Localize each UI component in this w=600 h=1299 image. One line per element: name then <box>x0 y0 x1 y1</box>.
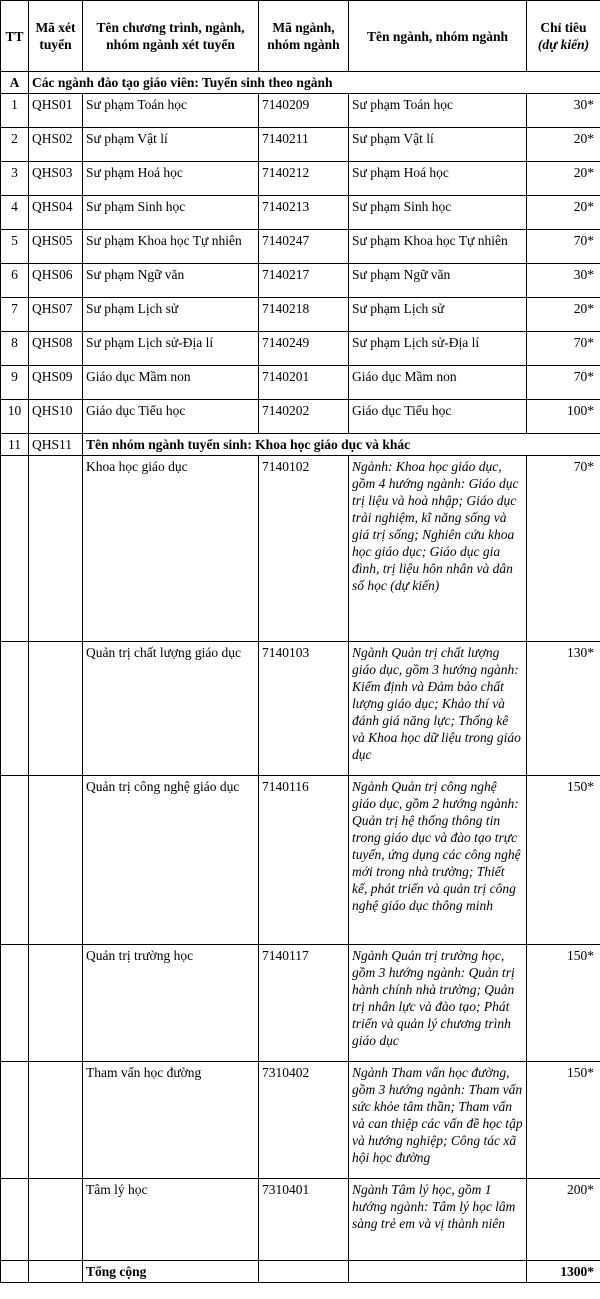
row-admission-code: QHS10 <box>29 400 83 434</box>
row-quota: 20* <box>527 298 600 332</box>
row-major-code: 7140212 <box>259 162 349 196</box>
group-item-row <box>1 1062 600 1179</box>
table-row <box>1 94 600 128</box>
group-item-major-code: 7310402 <box>259 1062 349 1179</box>
row-major-code: 7140247 <box>259 230 349 264</box>
row-major-name: Giáo dục Tiểu học <box>349 400 527 434</box>
row-program-name: Sư phạm Toán học <box>83 94 259 128</box>
group-item-quota: 70* <box>527 456 600 642</box>
total-empty-cell <box>1 1261 29 1283</box>
group-item-row <box>1 776 600 945</box>
header-tt: TT <box>1 1 29 72</box>
table-row <box>1 162 600 196</box>
row-tt: 4 <box>1 196 29 230</box>
header-quota <box>527 1 600 72</box>
row-program-name: Giáo dục Tiểu học <box>83 400 259 434</box>
row-program-name: Sư phạm Lịch sử-Địa lí <box>83 332 259 366</box>
group-item-quota: 150* <box>527 945 600 1062</box>
row-quota: 100* <box>527 400 600 434</box>
total-label: Tổng cộng <box>83 1261 259 1283</box>
row-major-code: 7140218 <box>259 298 349 332</box>
row-major-name: Sư phạm Vật lí <box>349 128 527 162</box>
group-item-major-code: 7140102 <box>259 456 349 642</box>
row-admission-code: QHS04 <box>29 196 83 230</box>
group-item-empty-cell <box>1 945 29 1062</box>
table-row <box>1 230 600 264</box>
group-11-title: Tên nhóm ngành tuyển sinh: Khoa học giáo dục và khác <box>83 434 600 456</box>
row-tt: 10 <box>1 400 29 434</box>
group-item-major-description: Ngành Quản trị chất lượng giáo dục, gồm 3 hướng ngành: Kiểm định và Đảm bảo chất lượng giáo dục; Khảo thí và đánh giá năng lực; Thống kê và Khoa học dữ liệu trong giáo dục <box>349 642 527 776</box>
group-item-program-name: Quản trị công nghệ giáo dục <box>83 776 259 945</box>
row-major-code: 7140249 <box>259 332 349 366</box>
row-major-name: Sư phạm Lịch sử-Địa lí <box>349 332 527 366</box>
group-item-program-name: Quản trị chất lượng giáo dục <box>83 642 259 776</box>
group-item-row <box>1 642 600 776</box>
table-row <box>1 264 600 298</box>
table-row <box>1 196 600 230</box>
table-header-row <box>1 1 600 72</box>
row-admission-code: QHS06 <box>29 264 83 298</box>
row-program-name: Giáo dục Mầm non <box>83 366 259 400</box>
row-major-name: Sư phạm Hoá học <box>349 162 527 196</box>
section-a-title: Các ngành đào tạo giáo viên: Tuyển sinh theo ngành <box>29 72 600 94</box>
group-item-major-description: Ngành Quản trị công nghệ giáo dục, gồm 2 hướng ngành: Quản trị hệ thống thông tin trong giáo dục và đào tạo trực tuyến, ứng dụng các công nghệ mới trong nhà trường; Thiết kế, phát triển và quản trị công nghệ giáo dục thông minh <box>349 776 527 945</box>
group-item-empty-cell <box>29 1179 83 1261</box>
row-major-code: 7140217 <box>259 264 349 298</box>
table-row <box>1 366 600 400</box>
row-program-name: Sư phạm Hoá học <box>83 162 259 196</box>
group-item-major-description: Ngành Tham vấn học đường, gồm 3 hướng ngành: Tham vấn sức khỏe tâm thần; Tham vấn và can thiệp các vấn đề học tập và hướng nghiệp; Công tác xã hội học đường <box>349 1062 527 1179</box>
group-item-empty-cell <box>1 776 29 945</box>
section-a-row <box>1 72 600 94</box>
row-major-name: Sư phạm Lịch sử <box>349 298 527 332</box>
group-item-empty-cell <box>1 456 29 642</box>
total-empty-cell <box>29 1261 83 1283</box>
row-tt: 2 <box>1 128 29 162</box>
row-admission-code: QHS05 <box>29 230 83 264</box>
row-quota: 20* <box>527 128 600 162</box>
group-item-empty-cell <box>29 642 83 776</box>
group-item-major-description: Ngành: Khoa học giáo dục, gồm 4 hướng ngành: Giáo dục trị liệu và hoà nhập; Giáo dục trải nghiệm, kĩ năng sống và giá trị sống; Nghiên cứu khoa học giáo dục; Giáo dục gia đình, trị liệu hôn nhân và dân số học (dự kiến) <box>349 456 527 642</box>
row-program-name: Sư phạm Ngữ văn <box>83 264 259 298</box>
row-admission-code: QHS01 <box>29 94 83 128</box>
table-row <box>1 128 600 162</box>
row-major-name: Sư phạm Ngữ văn <box>349 264 527 298</box>
header-major-name: Tên ngành, nhóm ngành <box>349 1 527 72</box>
group-item-empty-cell <box>1 1062 29 1179</box>
group-item-empty-cell <box>29 945 83 1062</box>
group-item-empty-cell <box>29 456 83 642</box>
row-program-name: Sư phạm Vật lí <box>83 128 259 162</box>
group-item-program-name: Tham vấn học đường <box>83 1062 259 1179</box>
group-item-major-description: Ngành Quản trị trường học, gồm 3 hướng ngành: Quản trị hành chính nhà trường; Quản trị nhân lực và đào tạo; Phát triển và quản lý chương trình giáo dục <box>349 945 527 1062</box>
row-quota: 20* <box>527 162 600 196</box>
total-empty-cell <box>349 1261 527 1283</box>
row-program-name: Sư phạm Sinh học <box>83 196 259 230</box>
row-major-name: Sư phạm Toán học <box>349 94 527 128</box>
group-11-code: QHS11 <box>29 434 83 456</box>
group-item-major-code: 7310401 <box>259 1179 349 1261</box>
group-item-empty-cell <box>29 1062 83 1179</box>
group-item-quota: 200* <box>527 1179 600 1261</box>
row-program-name: Sư phạm Khoa học Tự nhiên <box>83 230 259 264</box>
total-row <box>1 1261 600 1283</box>
group-item-row <box>1 945 600 1062</box>
group-item-major-code: 7140103 <box>259 642 349 776</box>
row-admission-code: QHS09 <box>29 366 83 400</box>
table-row <box>1 298 600 332</box>
row-quota: 20* <box>527 196 600 230</box>
row-tt: 8 <box>1 332 29 366</box>
group-item-major-description: Ngành Tâm lý học, gồm 1 hướng ngành: Tâm lý học lâm sàng trẻ em và vị thành niên <box>349 1179 527 1261</box>
row-tt: 7 <box>1 298 29 332</box>
row-major-name: Giáo dục Mầm non <box>349 366 527 400</box>
group-item-row <box>1 456 600 642</box>
group-item-major-code: 7140117 <box>259 945 349 1062</box>
group-item-empty-cell <box>29 776 83 945</box>
row-tt: 9 <box>1 366 29 400</box>
row-tt: 3 <box>1 162 29 196</box>
table-row <box>1 332 600 366</box>
total-empty-cell <box>259 1261 349 1283</box>
row-major-code: 7140209 <box>259 94 349 128</box>
row-quota: 70* <box>527 332 600 366</box>
row-tt: 6 <box>1 264 29 298</box>
group-item-quota: 150* <box>527 776 600 945</box>
row-major-name: Sư phạm Khoa học Tự nhiên <box>349 230 527 264</box>
row-quota: 70* <box>527 230 600 264</box>
header-quota-label: Chỉ tiêu <box>540 20 587 35</box>
row-quota: 30* <box>527 94 600 128</box>
group-11-tt: 11 <box>1 434 29 456</box>
row-admission-code: QHS02 <box>29 128 83 162</box>
row-major-code: 7140213 <box>259 196 349 230</box>
header-quota-note: (dự kiến) <box>537 37 590 52</box>
row-tt: 5 <box>1 230 29 264</box>
total-value: 1300* <box>527 1261 600 1283</box>
group-item-empty-cell <box>1 642 29 776</box>
row-major-code: 7140211 <box>259 128 349 162</box>
group-item-row <box>1 1179 600 1261</box>
group-item-program-name: Quản trị trường học <box>83 945 259 1062</box>
group-item-empty-cell <box>1 1179 29 1261</box>
group-item-program-name: Khoa học giáo dục <box>83 456 259 642</box>
row-major-name: Sư phạm Sinh học <box>349 196 527 230</box>
row-major-code: 7140202 <box>259 400 349 434</box>
group-item-program-name: Tâm lý học <box>83 1179 259 1261</box>
row-admission-code: QHS07 <box>29 298 83 332</box>
row-program-name: Sư phạm Lịch sử <box>83 298 259 332</box>
group-item-major-code: 7140116 <box>259 776 349 945</box>
row-admission-code: QHS03 <box>29 162 83 196</box>
row-quota: 30* <box>527 264 600 298</box>
row-major-code: 7140201 <box>259 366 349 400</box>
header-program-name: Tên chương trình, ngành, nhóm ngành xét tuyển <box>83 1 259 72</box>
group-11-header-row <box>1 434 600 456</box>
row-tt: 1 <box>1 94 29 128</box>
header-major-code: Mã ngành, nhóm ngành <box>259 1 349 72</box>
row-admission-code: QHS08 <box>29 332 83 366</box>
section-a-label: A <box>1 72 29 94</box>
group-item-quota: 150* <box>527 1062 600 1179</box>
header-admission-code: Mã xét tuyển <box>29 1 83 72</box>
row-quota: 70* <box>527 366 600 400</box>
table-row <box>1 400 600 434</box>
group-item-quota: 130* <box>527 642 600 776</box>
